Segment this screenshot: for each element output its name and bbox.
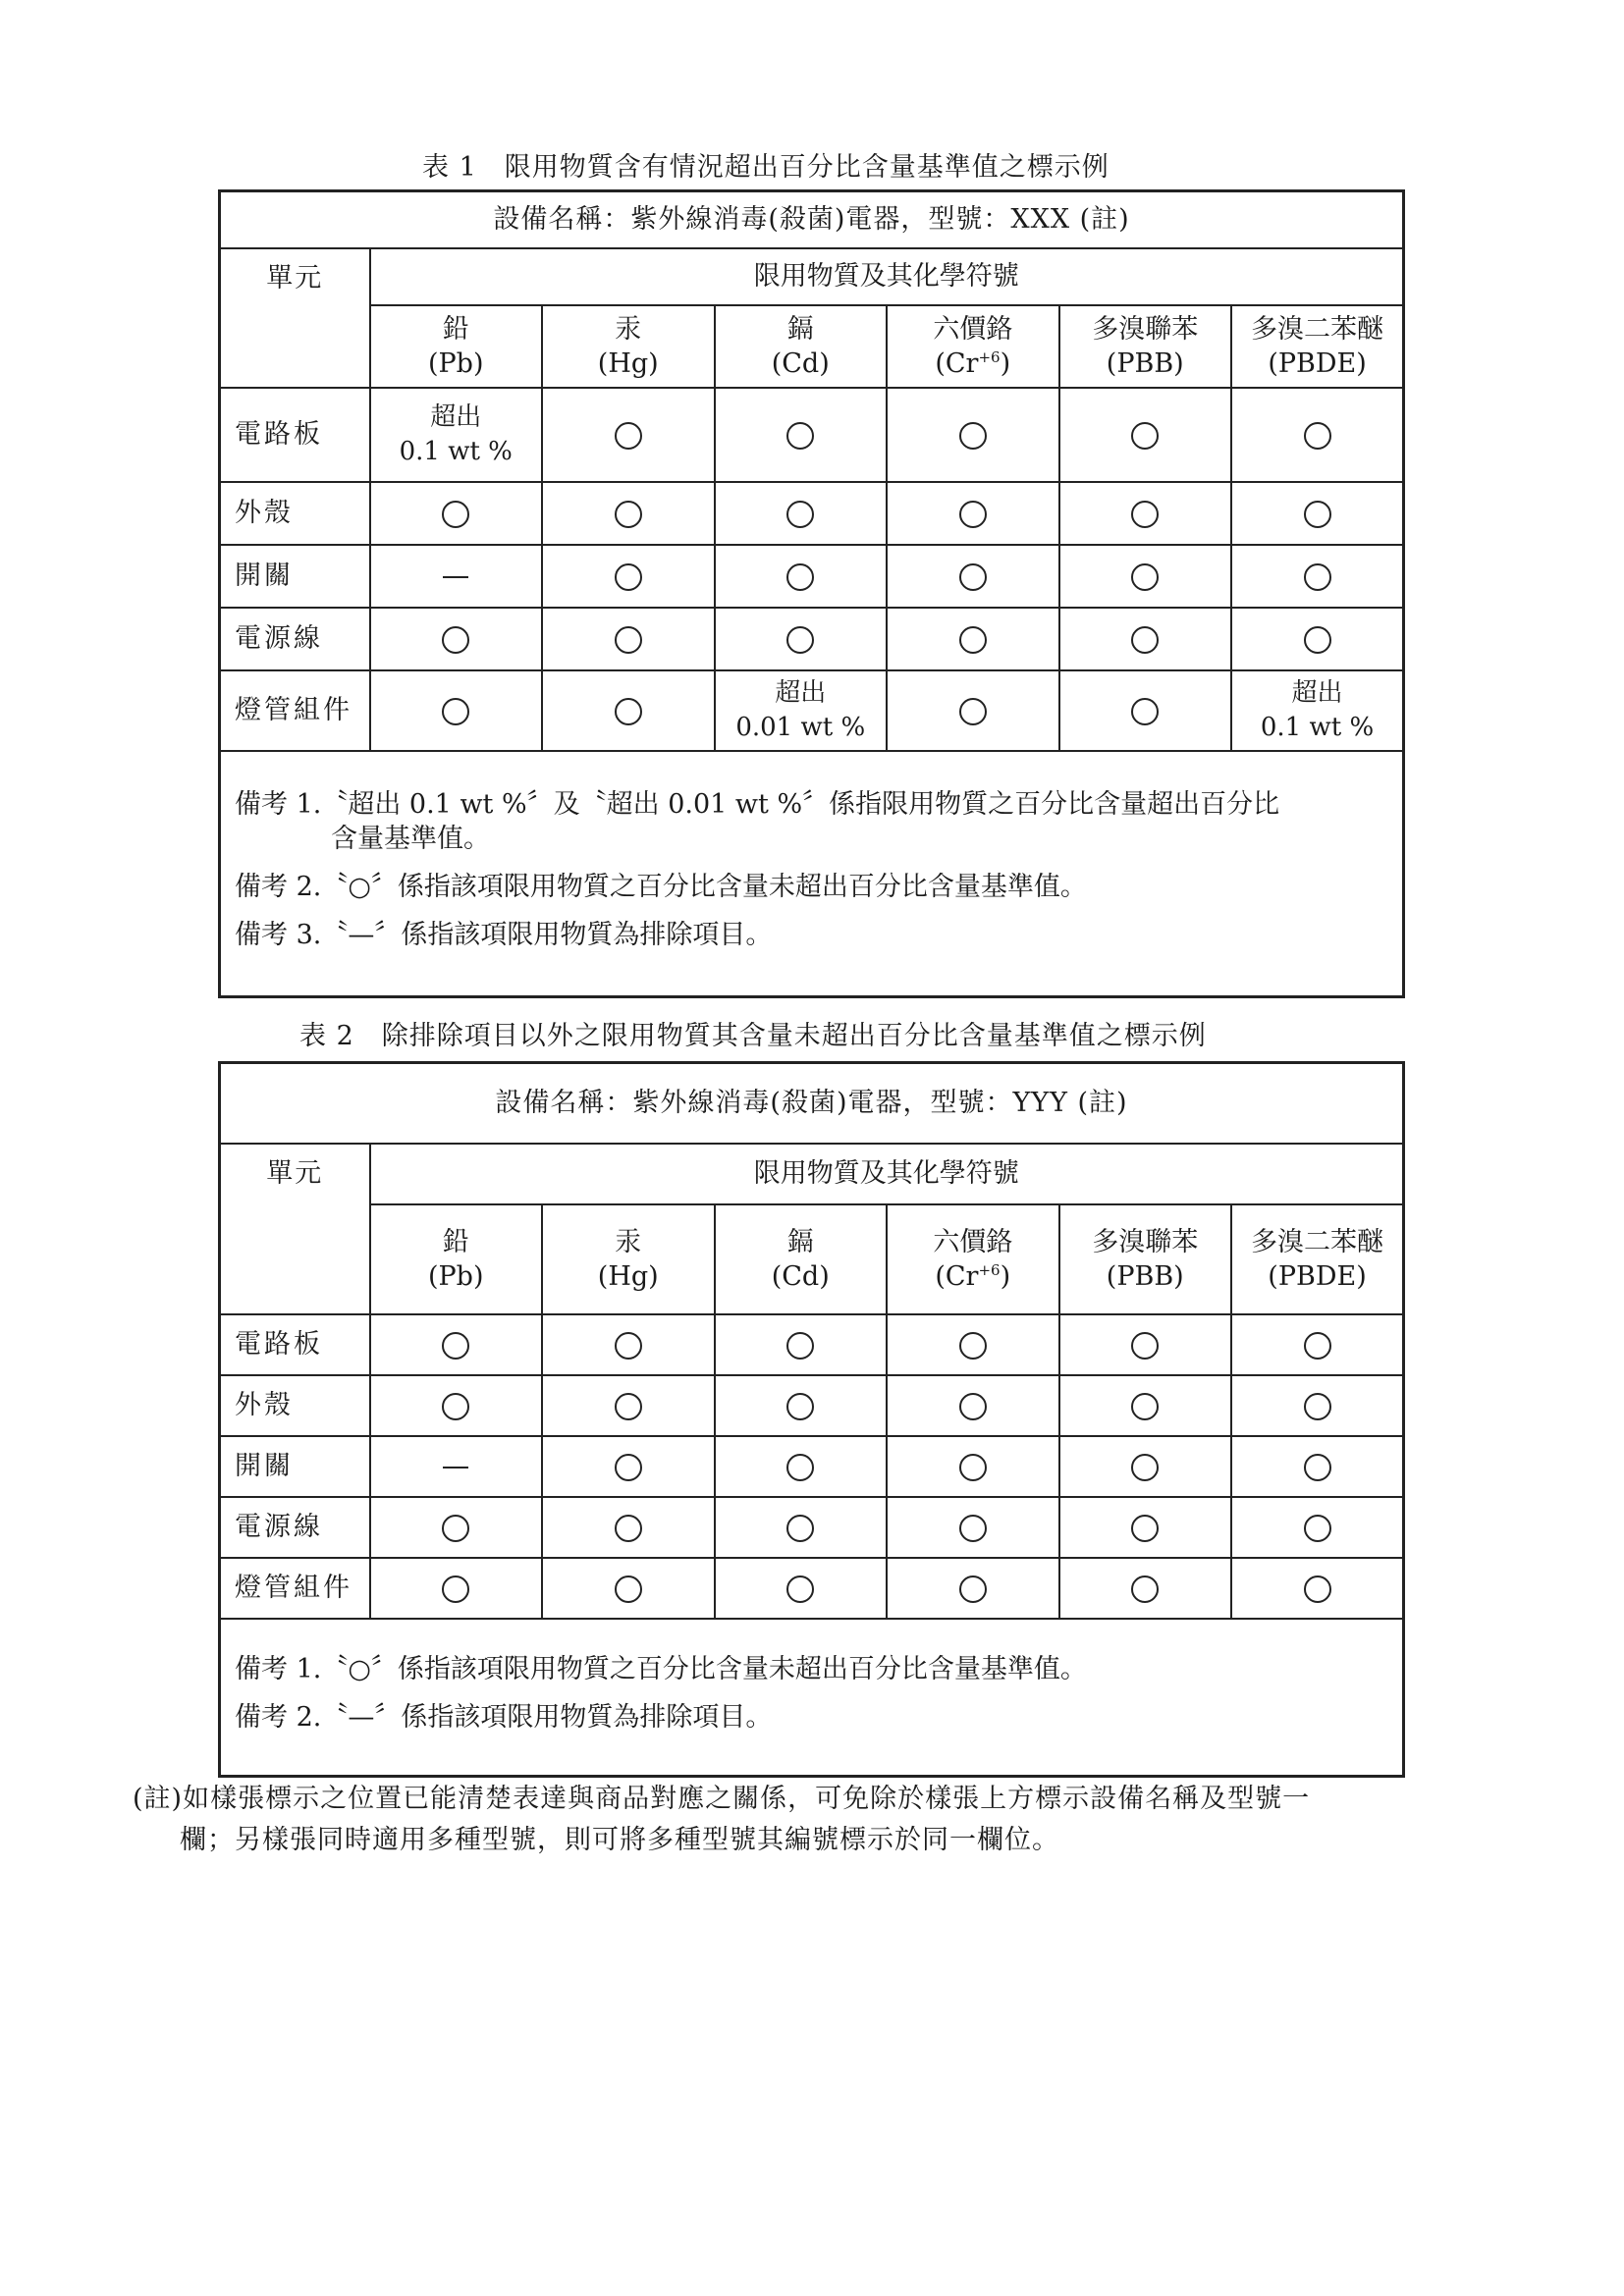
table-cell [542,670,715,751]
substance-name: 多溴聯苯 [1092,313,1199,345]
substance-symbol [371,1259,542,1294]
table-cell [542,545,715,608]
remark-line: 備考 3.〝—〞係指該項限用物質為排除項目。 [235,920,773,951]
remark [235,787,1388,856]
exceed-value: 0.1 wt % [399,437,513,466]
substance-name: 鎘 [786,1226,814,1257]
exceed-label: 超出 [1291,677,1343,708]
table-cell [370,670,543,751]
device-row [220,191,1404,249]
table-cell [1059,388,1232,482]
circle-mark [442,1515,469,1542]
header-row [220,1144,1404,1204]
substance-symbol-text: (Pb) [427,348,484,379]
substance-symbol-text: (Cr [935,1261,979,1292]
substance-header [715,1204,888,1314]
substance-header [370,1204,543,1314]
table-row [220,1497,1404,1558]
remark-line-continued: 含量基準值。 [331,823,490,854]
dash-mark [443,1467,468,1468]
table-cell [1231,608,1404,670]
table-cell [1059,545,1232,608]
circle-mark [786,501,814,528]
table-cell [1059,1558,1232,1619]
table-cell [542,608,715,670]
table-cell [887,670,1059,751]
table-cell [715,482,888,545]
table-cell [715,1497,888,1558]
circle-mark [1304,1393,1331,1420]
table-row [220,1375,1404,1436]
unit-name: 電路板 [220,388,370,482]
table-cell [1059,1314,1232,1375]
substance-symbol [543,347,714,381]
substances-header: 限用物質及其化學符號 [370,1144,1404,1204]
circle-mark [615,1575,642,1603]
remark-line: 備考 1.〝○〞係指該項限用物質之百分比含量未超出百分比含量基準值。 [235,1653,1087,1684]
unit-name: 電源線 [220,1497,370,1558]
substance-header [1059,1204,1232,1314]
unit-header: 單元 [220,1144,370,1314]
substance-symbol [888,347,1058,381]
unit-name: 電路板 [220,1314,370,1375]
substance-symbol-text: (PBB) [1106,1261,1184,1292]
header-row [220,248,1404,305]
substance-symbol [1232,347,1402,381]
circle-mark [442,501,469,528]
table-cell [370,1375,543,1436]
table-cell [1231,1314,1404,1375]
table-cell [1059,608,1232,670]
substance-symbol [371,347,542,381]
circle-mark [1304,563,1331,591]
table-row [220,545,1404,608]
substance-header [1231,1204,1404,1314]
circle-mark [959,698,987,725]
table-cell [715,1558,888,1619]
table-cell [1231,1436,1404,1497]
circle-mark [1131,1393,1159,1420]
dash-mark [443,576,468,578]
substance-name: 多溴聯苯 [1092,1226,1199,1257]
substances-header: 限用物質及其化學符號 [370,248,1404,305]
table-cell [887,1314,1059,1375]
table-cell [1059,1436,1232,1497]
substance-symbol-text: (Cr [935,348,979,379]
table1 [218,189,1405,998]
substance-name: 鉛 [442,1226,469,1257]
substance-name: 六價鉻 [933,1226,1013,1257]
circle-mark [1131,1454,1159,1481]
circle-mark [615,1454,642,1481]
substance-name: 汞 [615,1226,642,1257]
remarks [220,751,1404,997]
table-cell [887,1436,1059,1497]
substance-symbol [543,1259,714,1294]
remarks [220,1619,1404,1777]
table-cell [715,670,888,751]
circle-mark [786,626,814,654]
table-cell [887,388,1059,482]
substance-name: 鎘 [786,313,814,345]
circle-mark [615,626,642,654]
remark [235,1652,1388,1686]
table-cell [542,1314,715,1375]
circle-mark [959,1454,987,1481]
substance-name: 六價鉻 [933,313,1013,345]
circle-mark [615,698,642,725]
table-cell [1059,482,1232,545]
table-cell [887,1497,1059,1558]
table-cell [370,388,543,482]
substance-symbol-text: (PBDE) [1268,1261,1367,1292]
unit-header: 單元 [220,248,370,388]
circle-mark [959,1332,987,1360]
unit-name: 電源線 [220,608,370,670]
circle-mark [615,1332,642,1360]
table-cell [715,1314,888,1375]
circle-mark [1304,1332,1331,1360]
substance-symbol-close: ) [1000,348,1011,379]
table-cell [370,1497,543,1558]
table-cell [1231,388,1404,482]
circle-mark [1131,422,1159,450]
circle-mark [1304,1454,1331,1481]
circle-mark [615,501,642,528]
substance-symbol-text: (Cd) [771,1261,830,1292]
substance-header [370,305,543,388]
table-cell [370,482,543,545]
circle-mark [442,1332,469,1360]
substance-symbol-sup: +6 [978,1261,1001,1279]
table-cell [1231,482,1404,545]
remark [235,870,1388,904]
circle-mark [959,501,987,528]
circle-mark [959,1575,987,1603]
remark-line: 備考 2.〝○〞係指該項限用物質之百分比含量未超出百分比含量基準值。 [235,872,1087,902]
circle-mark [615,563,642,591]
table-cell [887,482,1059,545]
table-cell [1059,1375,1232,1436]
table-cell [370,1558,543,1619]
circle-mark [959,422,987,450]
circle-mark [1304,626,1331,654]
table-cell [1231,1558,1404,1619]
substance-header [887,305,1059,388]
circle-mark [615,1393,642,1420]
table-row [220,670,1404,751]
circle-mark [959,563,987,591]
substance-symbol-sup: +6 [978,348,1001,366]
notes-row [220,1619,1404,1777]
substance-name: 多溴二苯醚 [1251,313,1384,345]
unit-name: 開關 [220,545,370,608]
footnote [133,1779,1488,1861]
circle-mark [1131,698,1159,725]
device-row [220,1063,1404,1145]
remark-line: 備考 1.〝超出 0.1 wt %〞及〝超出 0.01 wt %〞係指限用物質之百分比含量超出百分比 [235,788,1280,820]
remark-line: 備考 2.〝—〞係指該項限用物質為排除項目。 [235,1702,773,1733]
substance-symbol-text: (PBDE) [1268,348,1367,379]
table-cell [715,1436,888,1497]
exceed-label: 超出 [430,401,482,432]
table-cell [370,545,543,608]
table-cell [542,1375,715,1436]
table2 [218,1061,1405,1778]
circle-mark [1131,563,1159,591]
unit-name: 開關 [220,1436,370,1497]
table-cell [887,545,1059,608]
substance-header [542,1204,715,1314]
table-cell [1231,1497,1404,1558]
circle-mark [959,1515,987,1542]
table-cell [542,1436,715,1497]
table-cell [715,1375,888,1436]
circle-mark [786,563,814,591]
circle-mark [786,1575,814,1603]
circle-mark [442,1393,469,1420]
substance-header [715,305,888,388]
table-row [220,1314,1404,1375]
substance-name: 多溴二苯醚 [1251,1226,1384,1257]
substance-symbol-text: (Pb) [427,1261,484,1292]
circle-mark [786,1332,814,1360]
footnote-line-1: (註)如樣張標示之位置已能清楚表達與商品對應之關係，可免除於樣張上方標示設備名稱及型號一 [133,1784,1311,1814]
substance-symbol [888,1259,1058,1294]
substance-header [1059,305,1232,388]
table-cell [887,1558,1059,1619]
substance-symbol [716,347,887,381]
circle-mark [1304,1515,1331,1542]
substance-header [887,1204,1059,1314]
circle-mark [786,1454,814,1481]
circle-mark [1304,501,1331,528]
remark [235,918,1388,952]
table-cell [715,608,888,670]
substance-symbol-text: (Cd) [771,348,830,379]
device-name: 設備名稱：紫外線消毒(殺菌)電器，型號：XXX (註) [220,191,1404,249]
circle-mark [786,422,814,450]
notes-row [220,751,1404,997]
table-row [220,482,1404,545]
remark [235,1700,1388,1735]
table-cell [1231,670,1404,751]
substance-symbol [1060,347,1231,381]
circle-mark [786,1515,814,1542]
unit-name: 外殼 [220,482,370,545]
substance-row [220,1204,1404,1314]
circle-mark [959,626,987,654]
table-cell [370,1436,543,1497]
circle-mark [1131,501,1159,528]
table1-caption: 表 1 限用物質含有情況超出百分比含量基準值之標示例 [422,152,1110,183]
table-row [220,388,1404,482]
circle-mark [1304,422,1331,450]
unit-name: 燈管組件 [220,670,370,751]
table-cell [715,388,888,482]
table-cell [887,608,1059,670]
exceed-label: 超出 [775,677,827,708]
footnote-line-2: 欄；另樣張同時適用多種型號，則可將多種型號其編號標示於同一欄位。 [180,1824,1059,1855]
circle-mark [959,1393,987,1420]
circle-mark [442,698,469,725]
table-cell [542,482,715,545]
table-cell [542,1558,715,1619]
circle-mark [615,1515,642,1542]
substance-row [220,305,1404,388]
substance-name: 鉛 [442,313,469,345]
circle-mark [615,422,642,450]
substance-symbol-text: (Hg) [597,1261,659,1292]
substance-symbol-close: ) [1000,1261,1011,1292]
circle-mark [442,626,469,654]
table-row [220,1558,1404,1619]
table-cell [370,608,543,670]
substance-header [542,305,715,388]
table-cell [1231,1375,1404,1436]
table2-caption: 表 2 除排除項目以外之限用物質其含量未超出百分比含量基準值之標示例 [299,1021,1207,1051]
substance-header [1231,305,1404,388]
table-cell [542,388,715,482]
circle-mark [1304,1575,1331,1603]
table-cell [370,1314,543,1375]
substance-symbol [1060,1259,1231,1294]
table-row [220,608,1404,670]
circle-mark [1131,1575,1159,1603]
circle-mark [786,1393,814,1420]
substance-symbol [716,1259,887,1294]
substance-name: 汞 [615,313,642,345]
exceed-value: 0.01 wt % [735,713,866,742]
substance-symbol [1232,1259,1402,1294]
circle-mark [1131,1515,1159,1542]
table-cell [715,545,888,608]
unit-name: 燈管組件 [220,1558,370,1619]
table-cell [1231,545,1404,608]
table-cell [542,1497,715,1558]
exceed-value: 0.1 wt % [1260,713,1375,742]
substance-symbol-text: (PBB) [1106,348,1184,379]
substance-symbol-text: (Hg) [597,348,659,379]
table-cell [887,1375,1059,1436]
device-name: 設備名稱：紫外線消毒(殺菌)電器，型號：YYY (註) [220,1063,1404,1145]
unit-name: 外殼 [220,1375,370,1436]
circle-mark [1131,1332,1159,1360]
table-cell [1059,1497,1232,1558]
table-row [220,1436,1404,1497]
circle-mark [442,1575,469,1603]
table-cell [1059,670,1232,751]
circle-mark [1131,626,1159,654]
